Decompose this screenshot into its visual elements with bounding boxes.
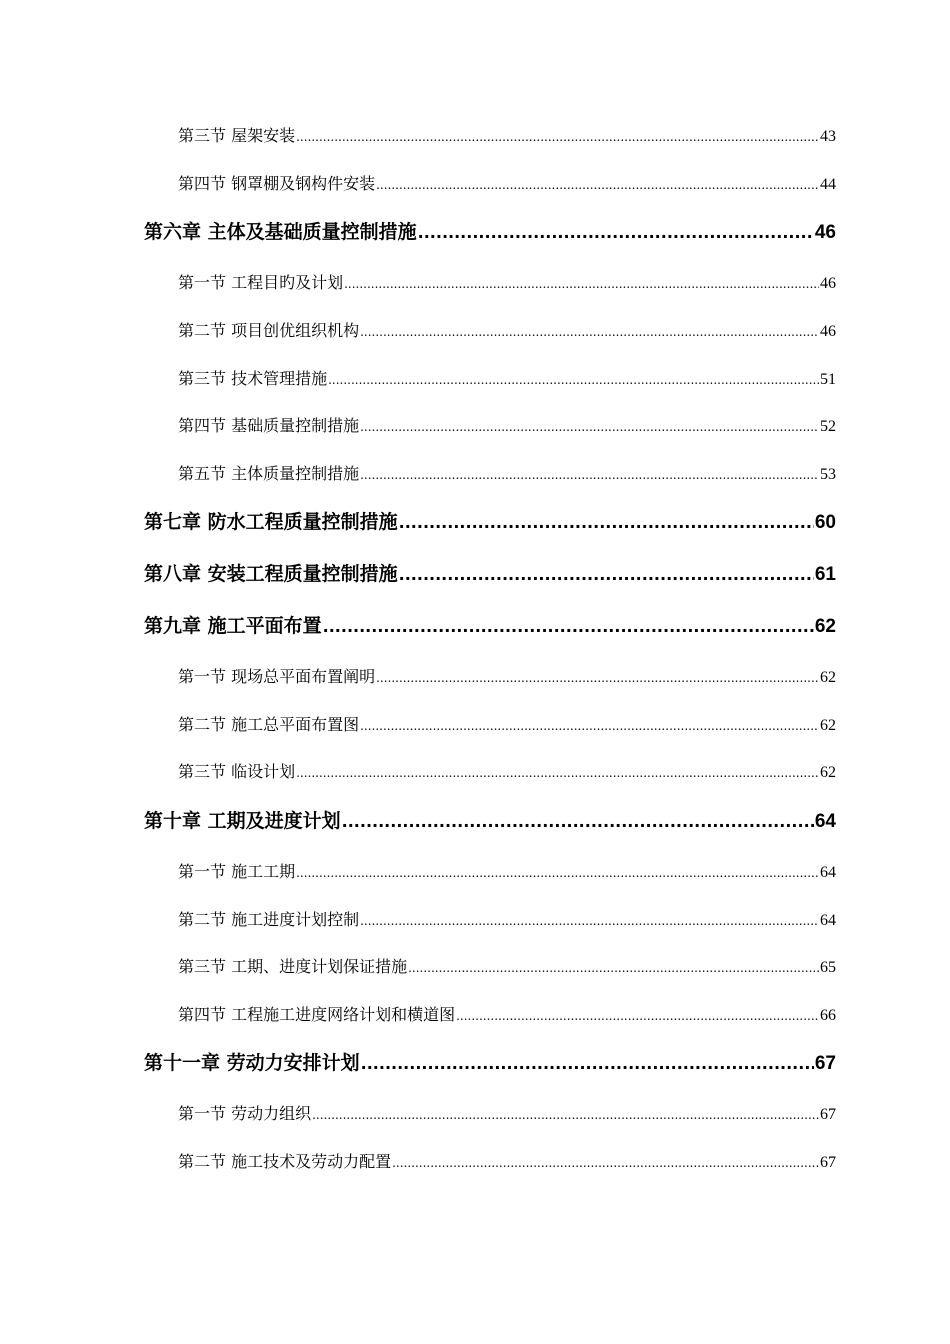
toc-entry-page: 60 (814, 512, 836, 533)
toc-entry-label: 第二节 施工技术及劳动力配置 (178, 1152, 392, 1171)
toc-entry-page: 51 (820, 371, 836, 388)
dot-leader (360, 910, 819, 932)
toc-entry-page: 64 (814, 811, 836, 832)
toc-entry-label: 第三节 技术管理措施 (178, 369, 328, 388)
toc-entry-label: 第一节 劳动力组织 (178, 1104, 312, 1123)
dot-leader (296, 762, 819, 784)
toc-entry-label: 第一节 工程目旳及计划 (178, 273, 344, 292)
toc-entry-label: 第七章 防水工程质量控制措施 (144, 511, 398, 533)
toc-entry-label: 第六章 主体及基础质量控制措施 (144, 221, 417, 243)
dot-leader (360, 715, 819, 737)
toc-entry-page: 67 (820, 1106, 836, 1123)
toc-entry-page: 46 (814, 222, 836, 243)
toc-chapter-entry[interactable] (144, 808, 836, 834)
dot-leader (360, 416, 819, 438)
toc-entry-label: 第三节 临设计划 (178, 762, 296, 781)
toc-entry-page: 65 (820, 959, 836, 976)
toc-entry-label: 第二节 施工总平面布置图 (178, 715, 360, 734)
toc-entry-page: 44 (820, 176, 836, 193)
dot-leader (323, 614, 814, 640)
toc-chapter-entry[interactable] (144, 613, 836, 639)
toc-entry-label: 第十一章 劳动力安排计划 (144, 1052, 360, 1074)
toc-entry-page: 52 (820, 418, 836, 435)
toc-entry[interactable] (178, 1103, 836, 1125)
toc-entry[interactable] (178, 909, 836, 931)
toc-chapter-entry[interactable] (144, 561, 836, 587)
toc-entry-page: 67 (814, 1053, 836, 1074)
dot-leader (344, 273, 819, 295)
toc-entry-label: 第三节 工期、进度计划保证措施 (178, 957, 408, 976)
toc-entry[interactable] (178, 125, 836, 147)
toc-entry-label: 第一节 施工工期 (178, 862, 296, 881)
toc-entry-label: 第二节 项目创优组织机构 (178, 321, 360, 340)
toc-entry-label: 第九章 施工平面布置 (144, 615, 322, 637)
toc-entry[interactable] (178, 666, 836, 688)
toc-entry[interactable] (178, 761, 836, 783)
toc-entry-page: 64 (820, 864, 836, 881)
toc-entry[interactable] (178, 861, 836, 883)
toc-entry-page: 43 (820, 128, 836, 145)
toc-entry-label: 第四节 基础质量控制措施 (178, 416, 360, 435)
toc-entry-page: 67 (820, 1154, 836, 1171)
toc-entry[interactable] (178, 368, 836, 390)
dot-leader (296, 862, 819, 884)
dot-leader (361, 1051, 814, 1077)
toc-chapter-entry[interactable] (144, 509, 836, 535)
toc-entry[interactable] (178, 272, 836, 294)
dot-leader (342, 809, 814, 835)
dot-leader (392, 1152, 819, 1174)
toc-entry-page: 46 (820, 275, 836, 292)
toc-entry[interactable] (178, 173, 836, 195)
toc-entry[interactable] (178, 1151, 836, 1173)
dot-leader (418, 220, 814, 246)
toc-entry-page: 62 (814, 616, 836, 637)
dot-leader (360, 321, 819, 343)
dot-leader (376, 174, 819, 196)
toc-entry-label: 第一节 现场总平面布置阐明 (178, 667, 376, 686)
dot-leader (399, 562, 814, 588)
toc-entry[interactable] (178, 320, 836, 342)
toc-entry-page: 66 (820, 1007, 836, 1024)
toc-entry[interactable] (178, 714, 836, 736)
toc-entry-label: 第四节 钢罩棚及钢构件安装 (178, 174, 376, 193)
toc-entry[interactable] (178, 463, 836, 485)
dot-leader (376, 667, 819, 689)
dot-leader (360, 464, 819, 486)
toc-entry-label: 第四节 工程施工进度网络计划和横道图 (178, 1005, 456, 1024)
toc-entry-page: 46 (820, 323, 836, 340)
dot-leader (399, 510, 814, 536)
toc-entry-page: 62 (820, 669, 836, 686)
dot-leader (296, 126, 819, 148)
toc-chapter-entry[interactable] (144, 219, 836, 245)
toc-entry[interactable] (178, 956, 836, 978)
toc-entry-label: 第十章 工期及进度计划 (144, 810, 341, 832)
toc-entry-label: 第八章 安装工程质量控制措施 (144, 563, 398, 585)
toc-entry-label: 第二节 施工进度计划控制 (178, 910, 360, 929)
dot-leader (312, 1104, 819, 1126)
toc-entry-page: 64 (820, 912, 836, 929)
dot-leader (456, 1005, 819, 1027)
toc-entry-label: 第三节 屋架安装 (178, 126, 296, 145)
toc-entry-page: 62 (820, 717, 836, 734)
dot-leader (408, 957, 819, 979)
toc-entry[interactable] (178, 415, 836, 437)
toc-entry[interactable] (178, 1004, 836, 1026)
toc-entry-label: 第五节 主体质量控制措施 (178, 464, 360, 483)
toc-entry-page: 62 (820, 764, 836, 781)
toc-entry-page: 61 (814, 564, 836, 585)
toc-entry-page: 53 (820, 466, 836, 483)
dot-leader (328, 369, 819, 391)
toc-chapter-entry[interactable] (144, 1050, 836, 1076)
